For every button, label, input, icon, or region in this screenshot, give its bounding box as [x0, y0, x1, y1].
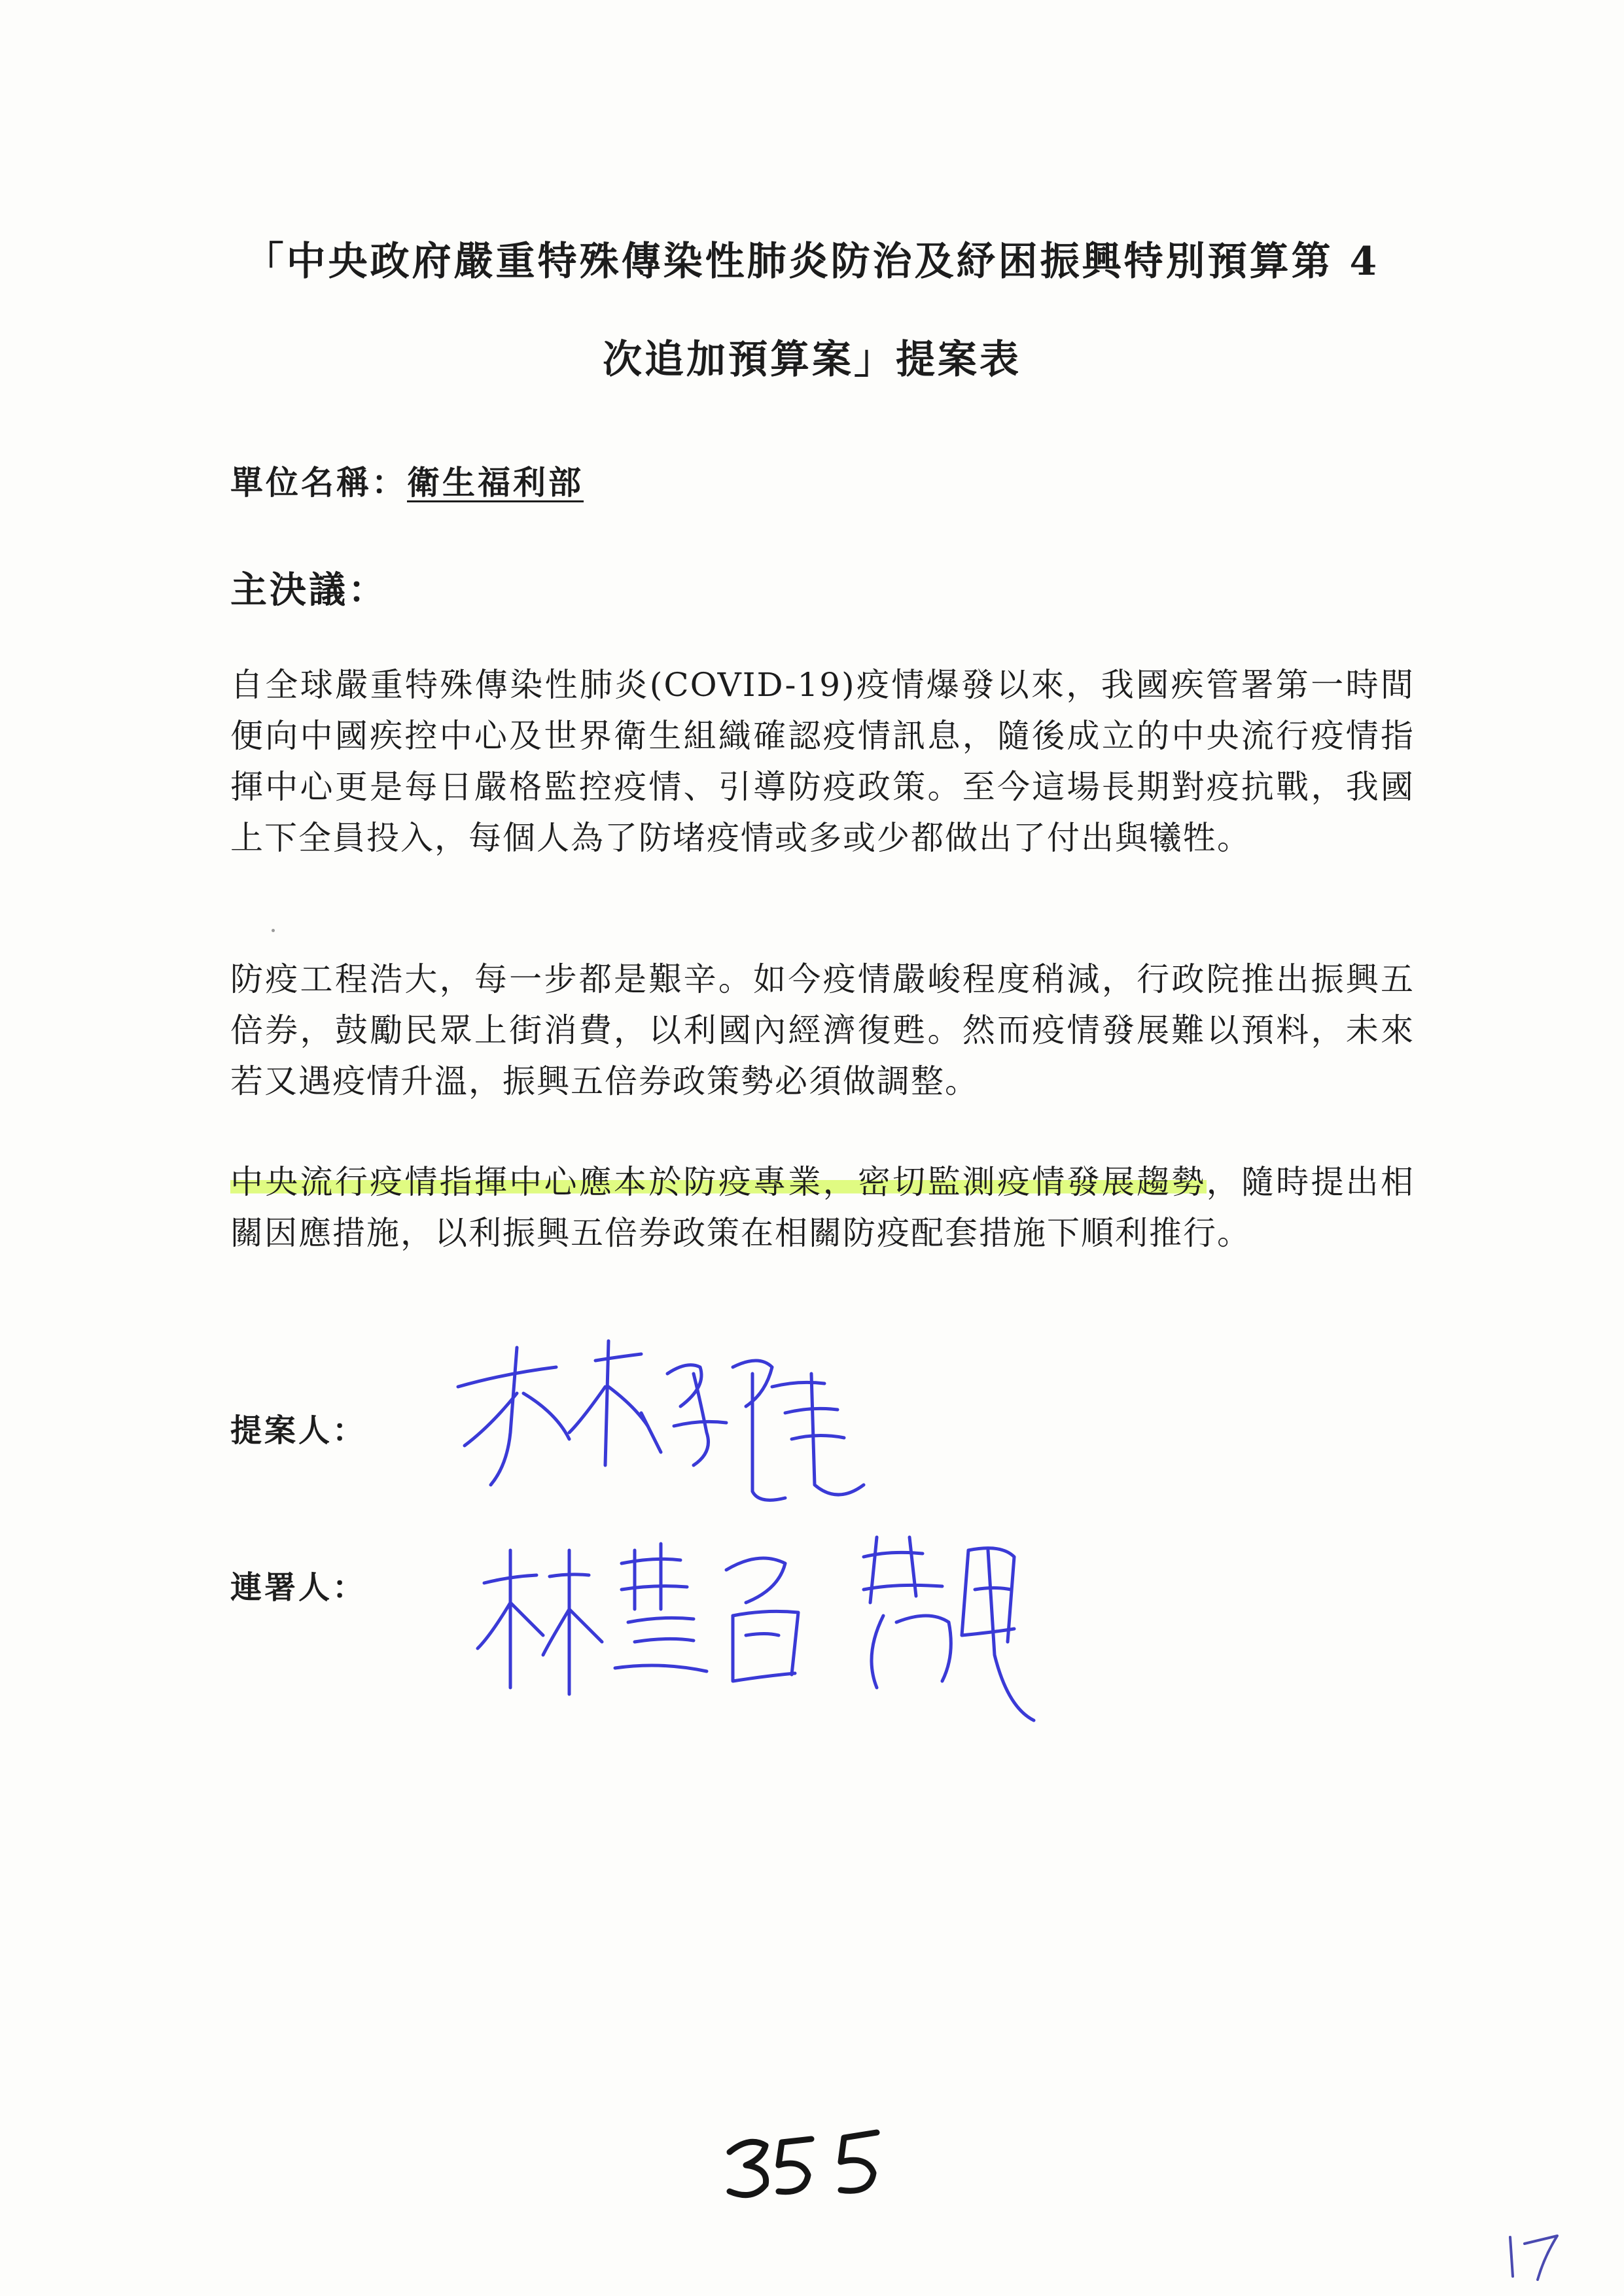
paragraph-1: 自全球嚴重特殊傳染性肺炎(COVID-19)疫情爆發以來，我國疾管署第一時間便向中國疾控中心及世界衛生組織確認疫情訊息，隨後成立的中央流行疫情指揮中心更是每日嚴格監控疫情、引導防疫政策。至今這場長期對疫抗戰，我國上下全員投入，每個人為了防堵疫情或多或少都做出了付出與犧牲。 — [230, 666, 1415, 857]
main-decision-label: 主決議： — [230, 568, 387, 612]
unit-row — [230, 457, 584, 504]
proposer-label: 提案人： — [230, 1412, 367, 1449]
cosigner-signatures — [471, 1524, 1060, 1727]
document-title-line-1: 「中央政府嚴重特殊傳染性肺炎防治及紓困振興特別預算第 4 — [244, 239, 1380, 285]
handwritten-corner-number — [1498, 2224, 1570, 2283]
cosigner-label: 連署人： — [230, 1569, 367, 1606]
document-title-line-2: 次追加預算案」提案表 — [603, 337, 1021, 383]
handwritten-page-number — [720, 2119, 890, 2211]
paragraph-2: 防疫工程浩大，每一步都是艱辛。如今疫情嚴峻程度稍減，行政院推出振興五倍券，鼓勵民眾上街消費，以利國內經濟復甦。然而疫情發展難以預料，未來若又遇疫情升溫，振興五倍券政策勢必須做調整。 — [230, 960, 1415, 1100]
scan-speck — [272, 929, 275, 932]
paragraph-3-rest: ，隨時提出相關因應措施，以利振興五倍券政策在相關防疫配套措施下順利推行。 — [230, 1163, 1415, 1252]
highlighted-text: 中央流行疫情指揮中心應本於防疫專業，密切監測疫情發展趨勢 — [230, 1163, 1207, 1201]
unit-label: 單位名稱： — [230, 463, 407, 502]
paragraph-3 — [230, 1157, 1415, 1259]
unit-value: 衛生福利部 — [407, 463, 584, 502]
proposer-signature — [445, 1334, 890, 1531]
